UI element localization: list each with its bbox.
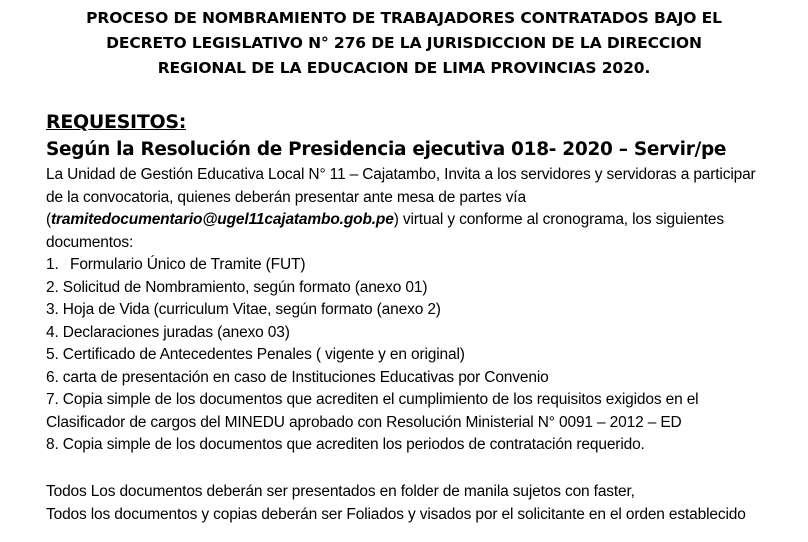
list-item-3: 3. Hoja de Vida (curriculum Vitae, según formato (anexo 2) xyxy=(46,301,441,318)
list-item-2: 2. Solicitud de Nombramiento, según formato (anexo 01) xyxy=(46,278,428,296)
list-item-6: 6. carta de presentación en caso de Instituciones Educativas por Convenio xyxy=(46,368,549,386)
list-item-8: 8. Copia simple de los documentos que acrediten los periodos de contratación requerido. xyxy=(46,436,645,453)
footer-notes xyxy=(46,481,786,526)
intro-line-1: La Unidad de Gestión Educativa Local N° 11 – Cajatambo, Invita a los servidores y servidoras a participar xyxy=(46,166,756,183)
list-item-1-label: Formulario Único de Tramite (FUT) xyxy=(70,256,306,273)
intro-line-3 xyxy=(46,209,786,232)
list-item-4: 4. Declaraciones juradas (anexo 03) xyxy=(46,323,290,341)
email-address: tramitedocumentario@ugel11cajatambo.gob.pe xyxy=(51,211,394,228)
document-title xyxy=(30,6,778,81)
title-line-1: PROCESO DE NOMBRAMIENTO DE TRABAJADORES CONTRATADOS BAJO EL xyxy=(86,9,722,27)
requirements-body xyxy=(46,164,786,457)
intro-line-3-rest: ) virtual y conforme al cronograma, los siguientes xyxy=(393,211,724,228)
footer-line-2: Todos los documentos y copias deberán ser Foliados y visados por el solicitante en el orden establecido xyxy=(46,505,746,523)
list-item-7-line-1: 7. Copia simple de los documentos que acrediten el cumplimiento de los requisitos exigidos en el xyxy=(46,391,699,408)
list-item-1 xyxy=(46,254,786,277)
title-line-2: DECRETO LEGISLATIVO N° 276 DE LA JURISDICCION DE LA DIRECCION xyxy=(106,34,702,52)
list-item-7-line-2: Clasificador de cargos del MINEDU aprobado con Resolución Ministerial N° 0091 – 2012 – ED xyxy=(46,413,682,431)
list-item-5: 5. Certificado de Antecedentes Penales ( vigente y en original) xyxy=(46,346,465,363)
title-line-3: REGIONAL DE LA EDUCACION DE LIMA PROVINCIAS 2020. xyxy=(157,59,651,77)
requirements-heading: REQUESITOS: xyxy=(46,111,187,133)
resolution-subheading: Según la Resolución de Presidencia ejecutiva 018- 2020 – Servir/pe xyxy=(46,139,727,160)
email-open-paren: ( xyxy=(46,211,52,228)
list-item-1-number: 1. xyxy=(46,256,59,273)
intro-line-4: documentos: xyxy=(46,233,134,251)
footer-line-1: Todos Los documentos deberán ser presentados en folder de manila sujetos con faster, xyxy=(46,483,635,500)
intro-line-2: de la convocatoria, quienes deberán presentar ante mesa de partes vía xyxy=(46,188,526,206)
